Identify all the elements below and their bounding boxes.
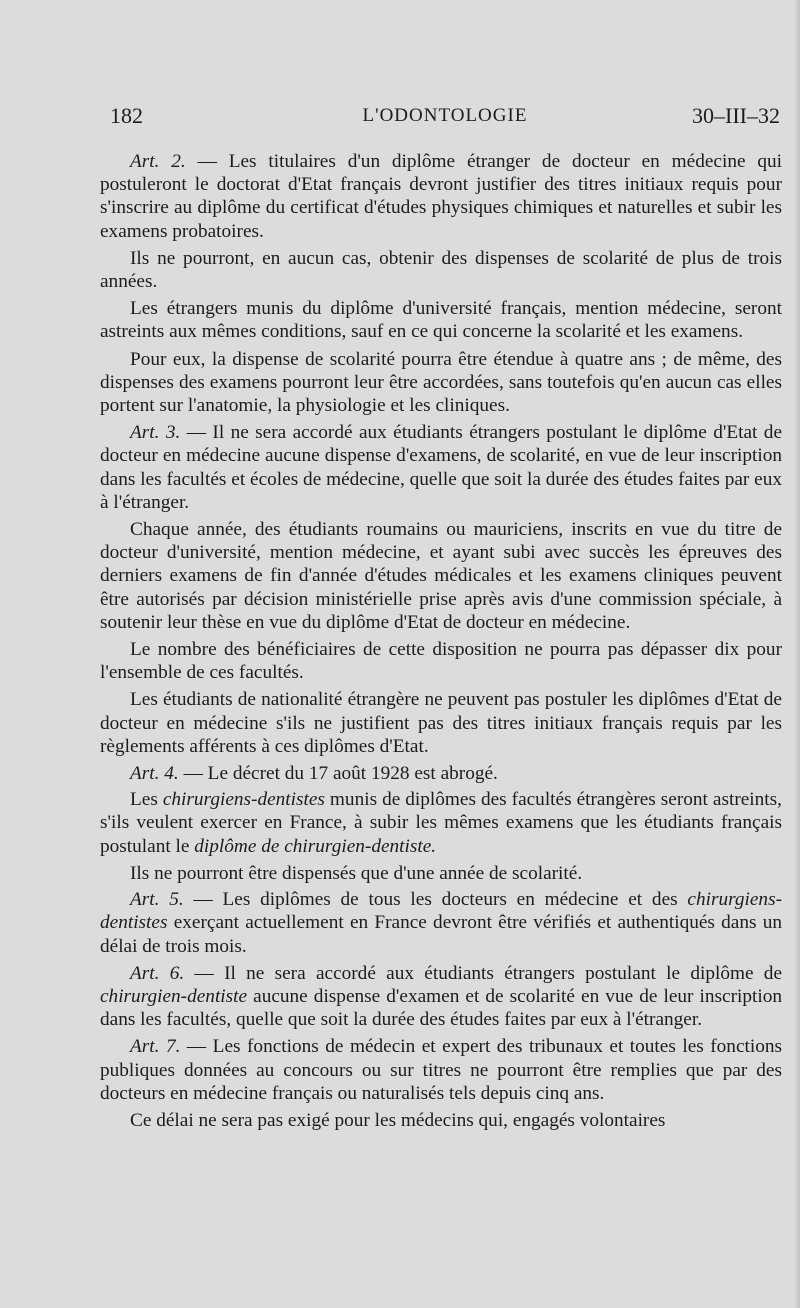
paragraph-text: — Les fonctions de médecin et expert des tribunaux et toutes les fonctions publiques données au concours ou sur titres ne pourront être remplies que par des docteurs en médecine français ou naturalisés tels depuis cinq ans. [100,1036,783,1104]
paragraph [100,788,782,858]
paragraph [100,638,782,684]
paragraph-text: aucune dispense d'examen et de scolarité en vue de leur inscription dans les facultés, quelle que soit la durée des études faites par eux à l'étranger. [100,985,782,1031]
running-head [110,103,780,131]
paragraph-text: Le nombre des bénéficiaires de cette disposition ne pourra pas dépasser dix pour l'ensemble de ces facultés. [100,639,782,684]
paragraph-text: — Les diplômes de tous les docteurs en médecine et des [183,889,688,911]
issue-date: 30–III–32 [692,103,780,128]
paragraph-text: Les étudiants de nationalité étrangère ne peuvent pas postuler les diplômes d'Etat de docteur en médecine s'ils ne justifient pas des titres initiaux français requis par les règlements afférents à ces diplômes d'Etat. [100,689,782,757]
paragraph-text: Chaque année, des étudiants roumains ou mauriciens, inscrits en vue du titre de docteur d'université, mention médecine, et ayant subi avec succès les épreuves des derniers examens de fin d'année d'études médicales et les examens cliniques peuvent être autorisés par décision ministérielle prise après avis d'une commission spéciale, à soutenir leur thèse en vue du diplôme d'Etat de docteur en médecine. [100,519,782,633]
article-label: Art. 5. [130,889,184,911]
paragraph [100,1109,782,1132]
paragraph-text: — Il ne sera accordé aux étudiants étrangers postulant le diplôme d'Etat de docteur en médecine aucune dispense d'examens, de scolarité, en vue de leur inscription dans les facultés et écoles de médecine, quelle que soit la durée des études faites par eux à l'étranger. [100,422,782,513]
paragraph [100,297,782,343]
article-label: Art. 6. [130,962,185,984]
article-label: Art. 2. [130,151,186,172]
paragraph-text: — Le décret du 17 août 1928 est abrogé. [178,763,498,785]
paragraph [100,518,782,634]
italic-term: chirurgiens-dentistes [162,789,325,811]
paragraph [100,348,782,418]
paragraph-text: exerçant actuellement en France devront être vérifiés et authentiqués dans un délai de trois mois. [100,912,782,957]
paragraph-text: Pour eux, la dispense de scolarité pourra être étendue à quatre ans ; de même, des dispenses des examens pourront leur être accordées, sans toutefois qu'en aucun cas elles portent sur l'anatomie, la physiologie et les cliniques. [100,348,782,417]
paragraph-text: — Il ne sera accordé aux étudiants étrangers postulant le diplôme de [184,962,782,984]
paragraph-text: — Les titulaires d'un diplôme étranger de docteur en médecine qui postuleront le doctorat d'Etat français devront justifier des titres initiaux requis pour s'inscrire au diplôme du certificat d'études physiques chimiques et naturelles et subir les examens probatoires. [100,151,782,242]
paragraph [100,688,782,758]
paragraph-text: Les étrangers munis du diplôme d'université français, mention médecine, seront astreints aux mêmes conditions, sauf en ce qui concerne la scolarité et les examens. [100,298,782,343]
paragraph-art-7 [100,1035,782,1105]
paragraph [100,862,782,885]
paragraph-art-4 [100,762,782,785]
journal-title: L'ODONTOLOGIE [362,105,528,126]
paragraph-text: munis de diplômes des facultés étrangères seront astreints, s'ils veulent exercer en France, à subir les mêmes examens que les étudiants français postulant le [100,789,782,857]
paragraph-art-5 [100,888,782,958]
article-label: Art. 3. [130,422,181,444]
italic-term: chirurgiens-dentistes [100,889,782,934]
italic-term: diplôme de chirurgien-dentiste. [194,835,437,857]
paragraph-text: Ils ne pourront, en aucun cas, obtenir des dispenses de scolarité de plus de trois années. [100,247,782,293]
article-label: Art. 7. [130,1036,181,1058]
paragraph-text: Ils ne pourront être dispensés que d'une année de scolarité. [130,862,583,884]
paragraph-art-3 [100,421,782,514]
paragraph-art-6 [100,962,782,1032]
paragraph [100,247,782,293]
italic-term: chirurgien-dentiste [100,985,248,1007]
paragraph-text: Ce délai ne sera pas exigé pour les médecins qui, engagés volontaires [130,1109,666,1131]
paragraph-art-2 [100,150,782,243]
article-body [100,150,782,1136]
paragraph-text: Les [130,789,163,811]
article-label: Art. 4. [130,763,179,785]
page-number: 182 [110,103,143,128]
